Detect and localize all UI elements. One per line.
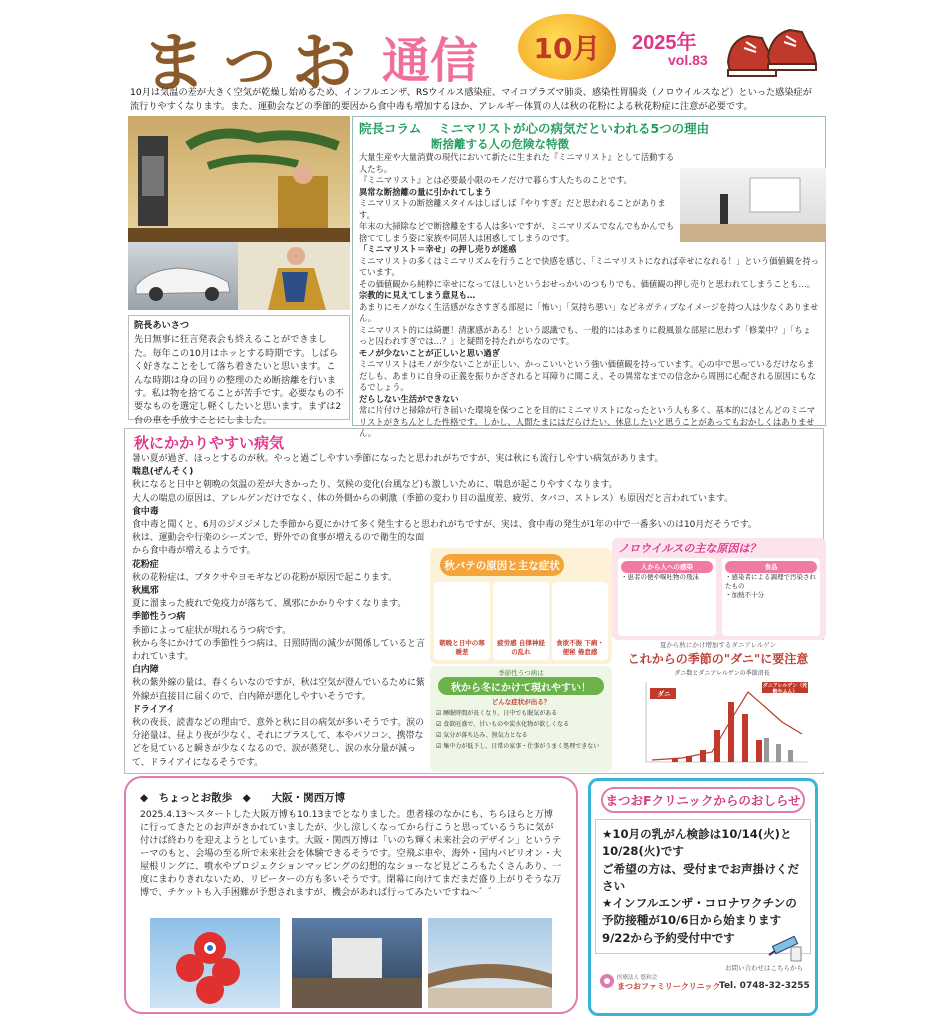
notice-text: ★10月の乳がん検診は10/14(火)と10/28(火)です ご希望の方は、受付までお声掛けください ★インフルエンザ・コロナワクチンの予防接種が10/6日から始まります 9/22から予約受付中です: [602, 827, 800, 945]
vaccine-syringe-icon: [763, 929, 807, 963]
cataract-heading: 白内障: [132, 665, 159, 676]
performer-icon: [238, 242, 350, 310]
column-h4: モノが少ないことが正しいと思い過ぎ: [359, 347, 500, 358]
shoes-illustration: [722, 18, 820, 84]
mite-small-title: 夏から秋にかけ増加するダニアレルゲン: [659, 641, 777, 649]
column-subtitle: 断捨離する人の危険な特徴: [431, 137, 569, 151]
depression-title: 秋から冬にかけて現れやすい！: [438, 677, 604, 695]
column-title: 院長コラム ミニマリストが心の病気だといわれる5つの理由: [359, 121, 710, 136]
notice-title: まつおFクリニックからのおしらせ: [601, 787, 805, 813]
depression-symptom-4: ☑ 集中力が低下し、日常の家事・仕事がうまく処理できない: [436, 743, 600, 750]
issue-year: 2025年: [632, 32, 697, 54]
fatigue-cause-1: 朝晩と日中の寒暖差: [434, 582, 490, 660]
food-poisoning-heading: 食中毒: [132, 506, 159, 517]
logo-char-tsu: つ: [224, 36, 277, 97]
dry-eye-heading: ドライアイ: [132, 704, 176, 715]
expo-ring-photo: [428, 918, 552, 1008]
mite-chart-title: ダニ数とダニアレルゲンの季節消長: [674, 670, 770, 677]
fatigue-cause-3: 食欲不振 下痢・便秘 倦怠感: [552, 582, 608, 660]
autumn-fatigue-infographic: [430, 548, 612, 664]
clinic-notice: [588, 778, 818, 1016]
dry-eye-text: 秋の夜長、読書などの理由で、意外と秋に目の病気が多いそうです。涙の分泌量は、昼より夜が少なく、それにプラスして、本やパソコン、携帯などを見ていると瞬きが少なくなるので、涙が蒸発し、涙の水分量が減って、ドライアイになるそうです。: [132, 718, 424, 768]
stroll-heading: ◆ ちょっとお散歩 ◆ 大阪・関西万博: [140, 792, 346, 804]
pine-painting-icon: [128, 116, 350, 242]
mite-legend-mite: ダニ: [657, 690, 671, 698]
column-p10: 常に片付けと掃除が行き届いた環境を保つことを目的にミニマリストになったという人も多く、基本的にほとんどのミニマリストがきちんとした性格です。しかし、人間たまにはだらけたい、休息したいと思うことがあってもおかしくはありません。: [359, 405, 816, 438]
column-p7: あまりにモノがなく生活感がなさすぎる部屋に「怖い」「気持ち悪い」などネガティブなイメージを持つ人は少なくありません。: [359, 301, 819, 323]
depression-subtitle: どんな症状が出る？: [491, 698, 551, 706]
asthma-heading: 喘息(ぜんそく): [132, 467, 194, 478]
mascot-icon: [150, 918, 280, 1008]
pavilion-icon: [292, 918, 422, 1008]
column-h2: 「ミニマリスト＝幸せ」の押し売りが迷惑: [359, 244, 517, 254]
logo-char-o: お: [292, 26, 356, 101]
autumn-lead: 暑い夏が過ぎ、ほっとするのが秋。やっと過ごしやすい季節になったと思われがちですが、実は秋にも流行しやすい病気があります。: [132, 454, 664, 464]
depression-small-title: 季節性うつ病は: [498, 669, 544, 677]
autumn-cold-text: 夏に溜まった疲れで免疫力が落ちて、風邪にかかりやすくなります。: [132, 599, 407, 610]
asthma-text-2: 大人の喘息の原因は、アレルゲンだけでなく、体の外側からの刺激（季節の変わり目の温度差、疲労、タバコ、ストレス）も原因だと言われています。: [132, 493, 733, 504]
autumn-fatigue-title: 秋バテの原因と主な症状: [440, 554, 564, 576]
expo-mascot-photo: [150, 918, 280, 1008]
norovirus-food-label: 食品: [725, 561, 817, 573]
column-p8: ミニマリスト的には綺麗！清潔感がある！という認識でも、一般的にはあまりに殺風景な部屋に思わず「修業中？」「ちょっと囚われすぎでは…？」と疑問を持たれがちなのです。: [359, 324, 812, 346]
column-p5: ミニマリストの多くはミニマリズムを行うことで快感を感じ、「ミニマリストになれば幸せになれる！」という価値観を持っています。: [359, 255, 819, 277]
clinic-org: 医療法人 悠和会: [617, 975, 658, 981]
seasonal-depression-heading: 季節性うつ病: [132, 612, 186, 623]
mite-legend-allergen: ダニアレルゲン（死骸やふん）: [762, 683, 808, 695]
depression-symptom-1: ☑ 睡眠時間が長くなり、日中でも眠気がある: [436, 710, 558, 717]
column-h5: だらしない生活ができない: [359, 393, 459, 404]
clinic-logo-icon: [599, 973, 615, 989]
director-greeting: [128, 315, 350, 426]
month-badge: [518, 14, 616, 80]
pollen-text: 秋の花粉症は、ブタクサやヨモギなどの花粉が原因で起こります。: [132, 572, 397, 583]
issue-volume: vol.83: [668, 52, 708, 68]
column-h1: 異常な断捨離の量に引かれてしまう: [359, 186, 492, 197]
norovirus-infographic: [612, 538, 826, 640]
norovirus-title: ノロウイルスの主な原因は？: [618, 542, 761, 555]
car-photo: [128, 242, 238, 310]
stroll-body: 2025.4.13～スタートした大阪万博も10.13までとなりました。患者様のなかにも、ちらほらと万博に行ってきたとのお声がきかれていましたが、少し涼しくなってから行こうと思っているうちに気が付けば終わりを迎えようとしています。大阪・関西万博は「いのち輝く未来社会のデザイン」というテーマのもと、会場の至る所で未来社会を体験できるそうです。空飛ぶ車や、海外・国内パビリオン・大屋根リングに、噴水やプロジェクションマッピングの幻想的なショーなど見どころもたくさんあり、一度にまわりきれないため、リピーターの方も多いそうです。閉幕に向けてまだまだ盛り上がりそうな万博で、チケットも入手困難が予想されますが、機会があれば行ってみたいですね～゛゛: [140, 809, 562, 898]
intro-text: 10月は気温の差が大きく空気が乾燥し始めるため、インフルエンザ、RSウイルス感染症、マイコプラズマ肺炎、感染性胃腸炎（ノロウイルスなど）といった感染症が流行りやすくなります。また、運動会などの季節的要因から食中毒も増加するほか、アレルギー体質の人は秋の花粉による秋花粉症に注意が必要です。: [130, 87, 812, 112]
depression-symptom-3: ☑ 気分が落ち込み、無気力となる: [436, 732, 528, 739]
norovirus-person-label: 人から人への感染: [621, 561, 713, 573]
column-p4: 年末の大掃除などで断捨離をする人は多いですが、ミニマリズムでなんでもかんでも捨ててしまう姿に家族や同居人は困惑してしまうのです。: [359, 221, 675, 243]
logo-tsushin: 通信: [382, 33, 479, 89]
notice-footer: [595, 961, 811, 1011]
kyogen-stage-photo: [128, 116, 350, 242]
norovirus-food-item-1: ・感染者による調理で汚染されたもの: [725, 573, 816, 590]
asthma-text-1: 秋になると日中と朝晩の気温の差が大きかったり、気候の変化(台風など)も激しいために、喘息が起こりやすくなります。: [132, 480, 618, 491]
column-p9: ミニマリストはモノが少ないことが正しい、かっこいいという強い価値観を持っています。心の中で思っているだけならまだしも、あまりに自身の正義を振りかざされると耳障りに聞こえ、その異常なまでの信念から周囲に心配される原因にもなるでしょう。: [359, 359, 816, 392]
seasonal-depression-text-1: 季節によって症状が現れるうつ病です。: [132, 625, 292, 636]
column-h3: 宗教的に見えてしまう意見も…: [359, 290, 476, 300]
logo-char-ma: ま: [142, 26, 206, 101]
minimal-room-photo: [680, 168, 826, 242]
food-poisoning-text-1: 食中毒と聞くと、6月のジメジメした季節から夏にかけて多く発生すると思われがちですが、実は、食中毒の発生が1年の中で一番多いのは10月だそうです。: [132, 520, 757, 531]
room-icon: [680, 168, 826, 242]
cataract-text: 秋の紫外線の量は、春くらいなのですが、秋は空気が澄んでいるために紫外線が直接目に届くので、白内障が悪化しやすいそうです。: [132, 678, 425, 702]
autumn-cold-heading: 秋風邪: [132, 586, 159, 597]
column-p2: 『ミニマリスト』とは必要最小限のモノだけで暮らす人たちのことです。: [359, 175, 632, 185]
ring-icon: [428, 918, 552, 1008]
mite-title: これからの季節の"ダニ"に要注意: [627, 652, 809, 666]
norovirus-food-item-2: ・加熱不十分: [725, 591, 764, 599]
expo-pavilion-photo: [292, 918, 422, 1008]
column-p6: その価値観から純粋に幸せになってほしいというおせっかいのつもりでも、価値観の押し売りと思われてしまうことも…。: [359, 278, 815, 289]
column-p3: ミニマリストの断捨離スタイルはしばしば『やりすぎ』だと思われることがあります。: [359, 198, 666, 220]
clinic-name: まつおファミリークリニック: [617, 982, 721, 991]
norovirus-person-item: ・患者の便や嘔吐物の飛沫: [621, 573, 699, 581]
mite-infographic: [612, 640, 824, 772]
greeting-title: 院長あいさつ: [134, 320, 190, 331]
autumn-title: 秋にかかりやすい病気: [134, 434, 285, 452]
pollen-heading: 花粉症: [132, 559, 159, 570]
contact-label: お問い合わせはこちらから: [725, 964, 803, 972]
fatigue-cause-2: 疲労感 自律神経の乱れ: [493, 582, 549, 660]
food-poisoning-text-2: 秋は、運動会や行楽のシーズンで、野外での食事が増えるので衛生的な面から食中毒が増えるようです。: [132, 533, 425, 557]
director-column: [352, 116, 826, 438]
car-icon: [128, 242, 238, 310]
kyogen-performer-photo: [238, 242, 350, 310]
seasonal-depression-text-2: 秋から冬にかけての季節性うつ病は、日照時間の減少が関係していると言われています。: [132, 638, 425, 663]
depression-symptom-2: ☑ 食欲旺盛で、甘いものや炭水化物が欲しくなる: [436, 721, 570, 728]
column-p1: 大量生産や大量消費の現代において新たに生まれた『ミニマリスト』として活動する人たち。: [359, 152, 675, 174]
clinic-phone: Tel. 0748-32-3255: [719, 981, 810, 991]
seasonal-depression-infographic: [430, 666, 612, 772]
month-label: 10月: [533, 32, 601, 65]
greeting-body: 先日無事に狂言発表会も終えることができました。毎年この10月はホッとする時期です。しばらく好きなことをして落ち着きたいと思います。こんな時期は身の回りの整理のため断捨離を行います。私は物を捨てることが苦手です。必要なもの不要なものを選定し軽くしたいと思います。まずは2台の車を手放すことにしました。: [134, 334, 344, 426]
